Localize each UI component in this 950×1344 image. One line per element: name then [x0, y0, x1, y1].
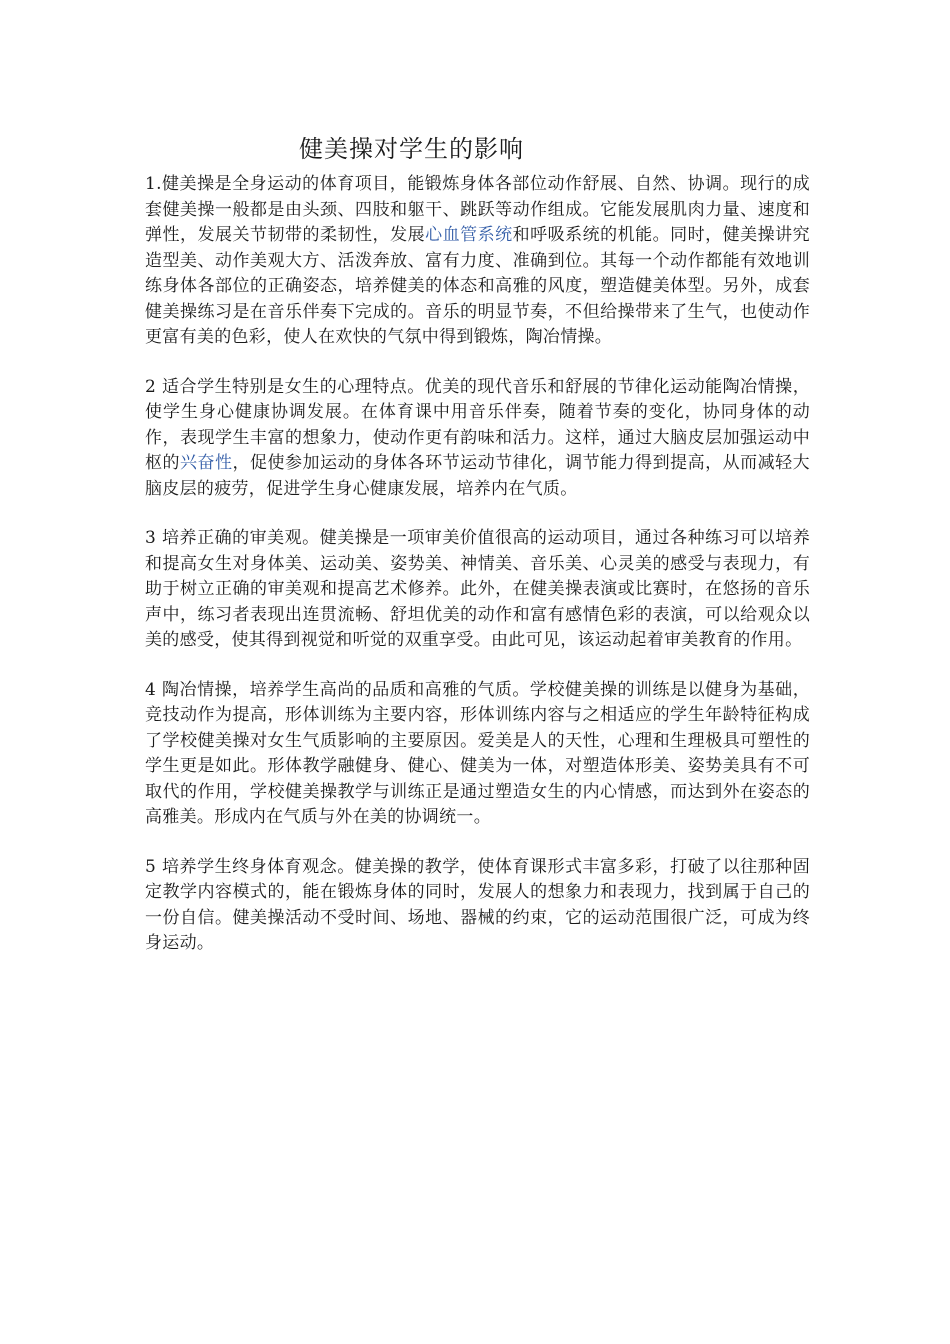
paragraph-2-text-before: 2 适合学生特别是女生的心理特点。优美的现代音乐和舒展的节律化运动能陶冶情操，使学生身心健康协调发展。在体育课中用音乐伴奏，随着节奏的变化，协同身体的动作，表现学生丰富的想象力，使动作更有韵味和活力。这样，通过大脑皮层加强运动中枢的 — [145, 376, 810, 473]
link-excitability[interactable]: 兴奋性 — [180, 453, 233, 473]
paragraph-4: 4 陶冶情操，培养学生高尚的品质和高雅的气质。学校健美操的训练是以健身为基础，竞技动作为提高，形体训练为主要内容，形体训练内容与之相适应的学生年龄特征构成了学校健美操对女生气质影响的主要原因。爱美是人的天性，心理和生理极具可塑性的学生更是如此。形体教学融健身、健心、健美为一体，对塑造体形美、姿势美具有不可取代的作用，学校健美操教学与训练正是通过塑造女生的内心情感，而达到外在姿态的高雅美。形成内在气质与外在美的协调统一。 — [145, 679, 810, 827]
paragraph-1 — [145, 172, 810, 351]
paragraph-5: 5 培养学生终身体育观念。健美操的教学，使体育课形式丰富多彩，打破了以往那种固定教学内容模式的，能在锻炼身体的同时，发展人的想象力和表现力，找到属于自己的一份自信。健美操活动不受时间、场地、器械的约束，它的运动范围很广泛，可成为终身运动。 — [145, 856, 810, 953]
paragraph-2-text-after: ，促使参加运动的身体各环节运动节律化，调节能力得到提高，从而减轻大脑皮层的疲劳，促进学生身心健康发展，培养内在气质。 — [145, 453, 810, 499]
paragraph-3: 3 培养正确的审美观。健美操是一项审美价值很高的运动项目，通过各种练习可以培养和提高女生对身体美、运动美、姿势美、神情美、音乐美、心灵美的感受与表现力，有助于树立正确的审美观和提高艺术修养。此外，在健美操表演或比赛时，在悠扬的音乐声中，练习者表现出连贯流畅、舒坦优美的动作和富有感情色彩的表演，可以给观众以美的感受，使其得到视觉和听觉的双重享受。由此可见，该运动起着审美教育的作用。 — [145, 528, 810, 650]
document-body — [145, 172, 810, 981]
paragraph-1-text-after: 和呼吸系统的机能。同时，健美操讲究造型美、动作美观大方、活泼奔放、富有力度、准确到位。其每一个动作都能有效地训练身体各部位的正确姿态，培养健美的体态和高雅的风度，塑造健美体型。另外，成套健美操练习是在音乐伴奏下完成的。音乐的明显节奏，不但给操带来了生气，也使动作更富有美的色彩，使人在欢快的气氛中得到锻炼，陶冶情操。 — [145, 225, 810, 347]
paragraph-1-text-before: 1.健美操是全身运动的体育项目，能锻炼身体各部位动作舒展、自然、协调。现行的成套健美操一般都是由头颈、四肢和躯干、跳跃等动作组成。它能发展肌肉力量、速度和弹性，发展关节韧带的柔韧性，发展 — [145, 174, 810, 245]
paragraph-2 — [145, 375, 810, 503]
document-title: 健美操对学生的影响 — [299, 135, 524, 163]
link-cardiovascular-system[interactable]: 心血管系统 — [425, 225, 513, 245]
